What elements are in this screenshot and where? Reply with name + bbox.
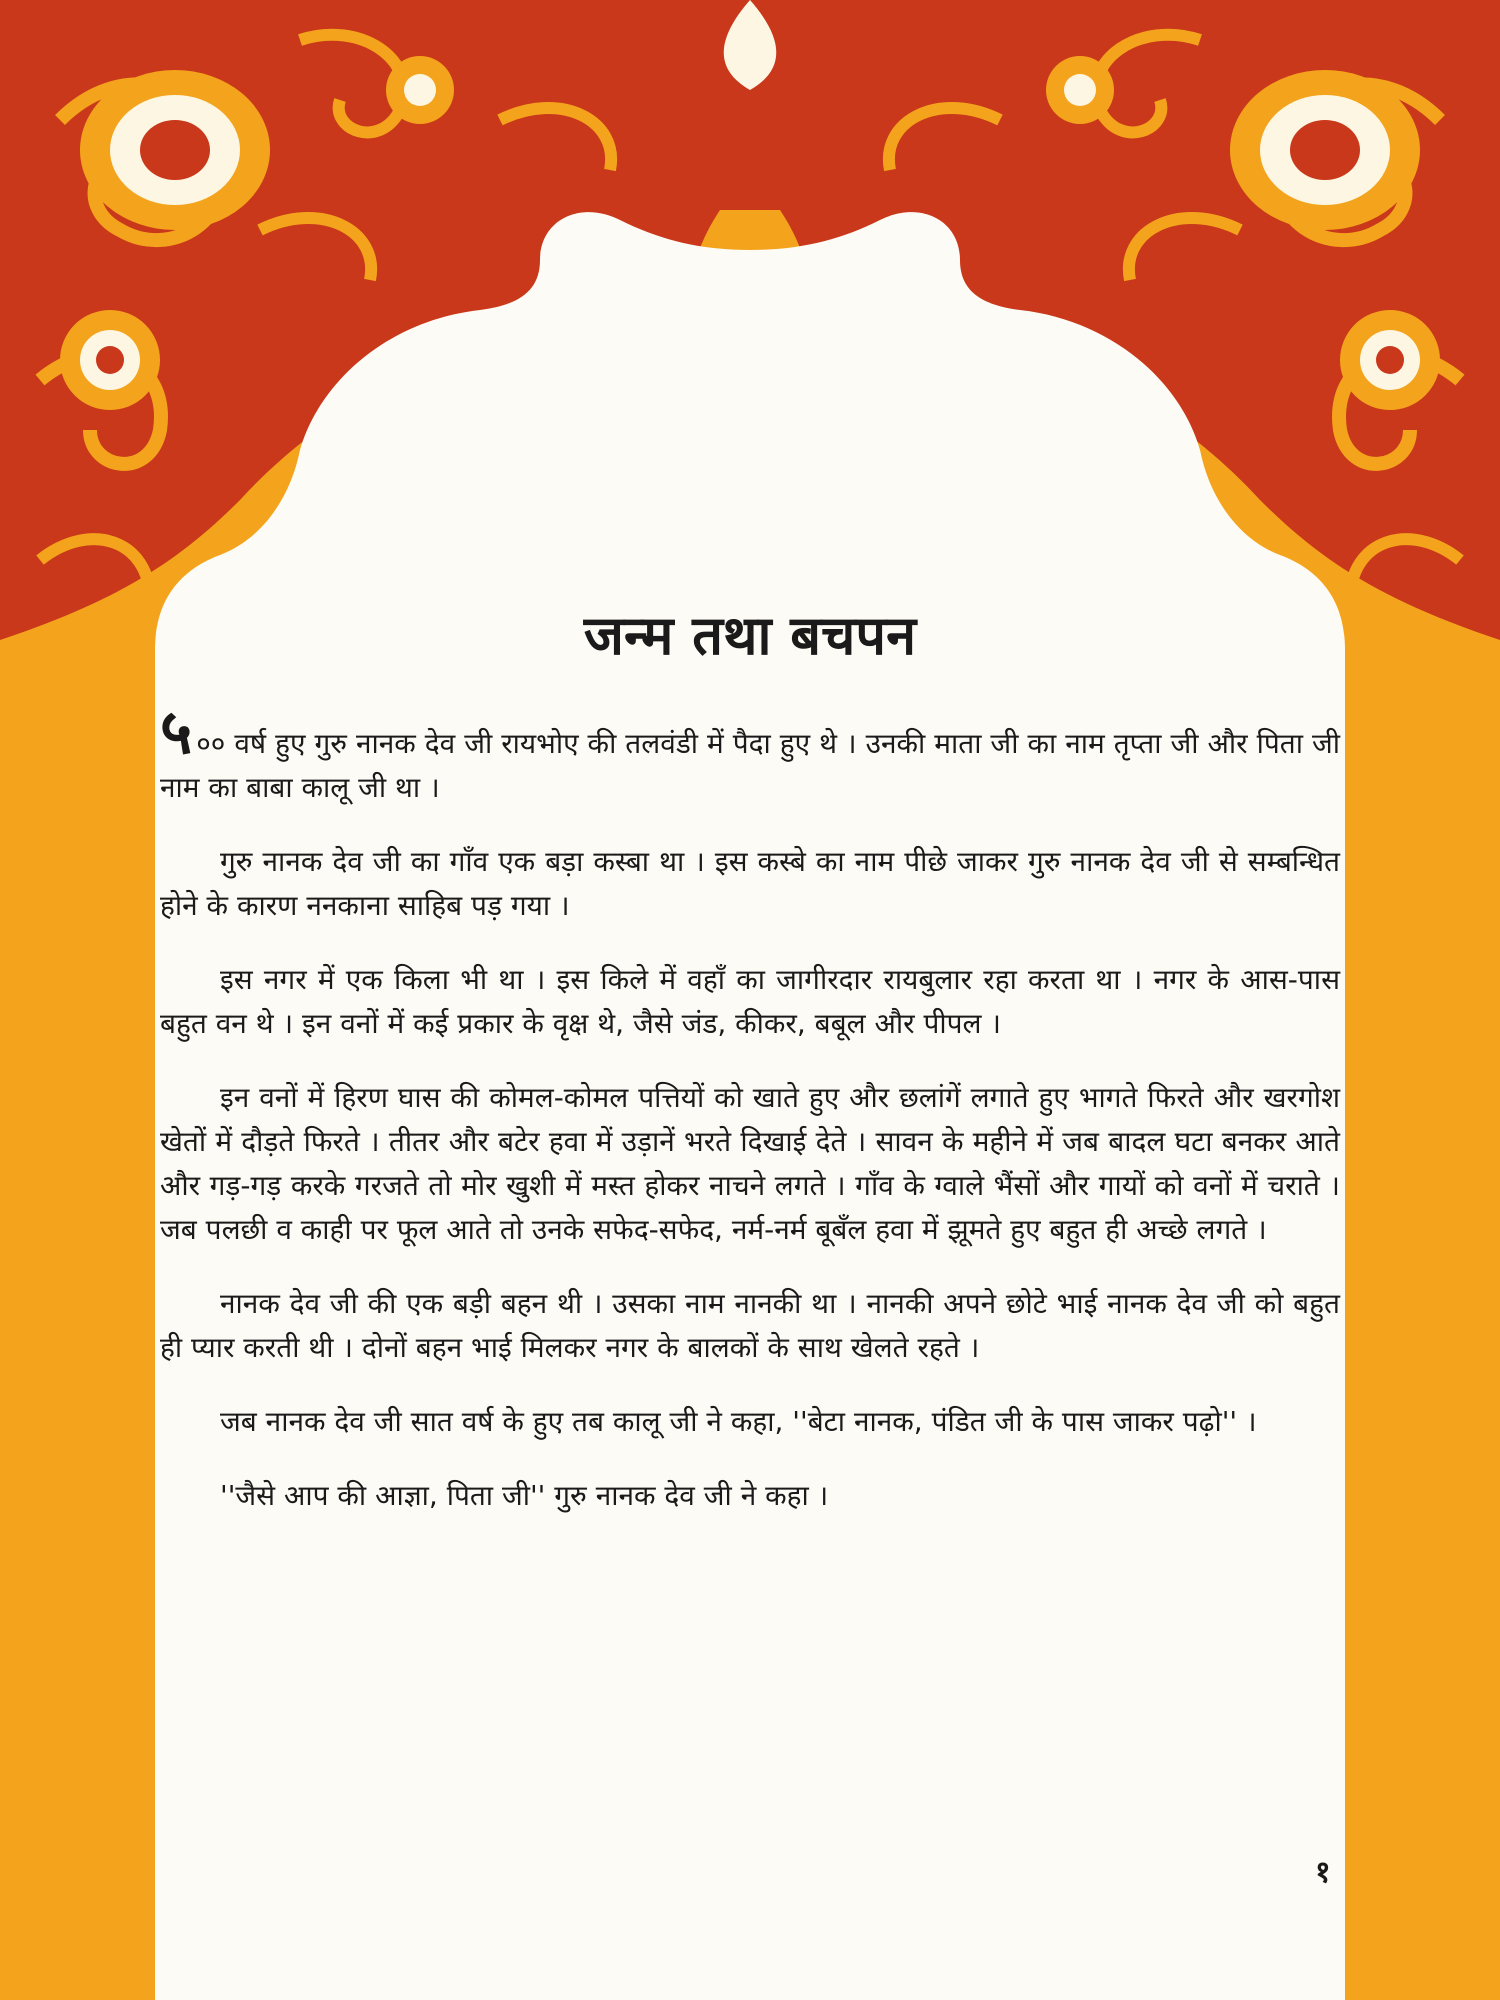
page-title: जन्म तथा बचपन: [583, 603, 917, 667]
paragraph-1: [160, 695, 1340, 810]
page-number: १: [1315, 1855, 1331, 1890]
paragraph-1-text: ०० वर्ष हुए गुरु नानक देव जी रायभोए की तलवंडी में पैदा हुए थे । उनकी माता जी का नाम तृप्ता जी और पिता जी नाम का बाबा कालू जी था ।: [160, 727, 1340, 804]
drop-cap: ५: [160, 695, 193, 768]
paragraph-5: नानक देव जी की एक बड़ी बहन थी । उसका नाम नानकी था । नानकी अपने छोटे भाई नानक देव जी को बहुत ही प्यार करती थी । दोनों बहन भाई मिलकर नगर के बालकों के साथ खेलते रहते ।: [160, 1287, 1340, 1364]
paragraph-4: इन वनों में हिरण घास की कोमल-कोमल पत्तियों को खाते हुए और छलांगें लगाते हुए भागते फिरते और खरगोश खेतों में दौड़ते फिरते । तीतर और बटेर हवा में उड़ानें भरते दिखाई देते । सावन के महीने में जब बादल घटा बनकर आते और गड़-गड़ करके गरजते तो मोर खुशी में मस्त होकर नाचने लगते । गाँव के ग्वाले भैंसों और गायों को वनों में चराते । जब पलछी व काही पर फूल आते तो उनके सफेद-सफेद, नर्म-नर्म बूबँल हवा में झूमते हुए बहुत ही अच्छे लगते ।: [160, 1081, 1340, 1246]
article: [160, 600, 1340, 1548]
paragraph-2: गुरु नानक देव जी का गाँव एक बड़ा कस्बा था । इस कस्बे का नाम पीछे जाकर गुरु नानक देव जी से सम्बन्धित होने के कारण ननकाना साहिब पड़ गया ।: [160, 845, 1340, 922]
paragraph-3: इस नगर में एक किला भी था । इस किले में वहाँ का जागीरदार रायबुलार रहा करता था । नगर के आस-पास बहुत वन थे । इन वनों में कई प्रकार के वृक्ष थे, जैसे जंड, कीकर, बबूल और पीपल ।: [160, 963, 1340, 1040]
paragraph-6: जब नानक देव जी सात वर्ष के हुए तब कालू जी ने कहा, ''बेटा नानक, पंडित जी के पास जाकर पढ़ो'' ।: [220, 1405, 1257, 1438]
paragraph-7: ''जैसे आप की आज्ञा, पिता जी'' गुरु नानक देव जी ने कहा ।: [220, 1479, 829, 1512]
